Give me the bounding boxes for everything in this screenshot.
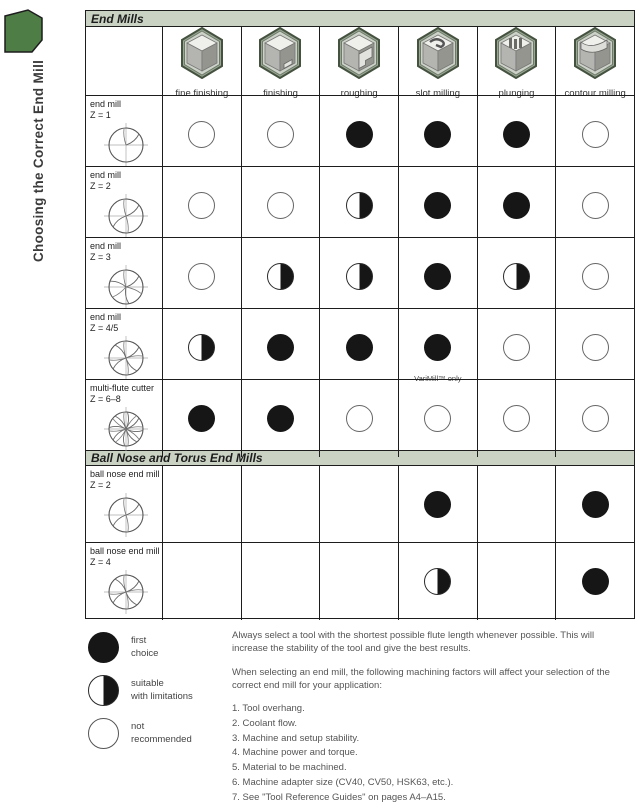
legend-label-line: choice [131,648,158,660]
rating-limited-symbol [346,263,373,290]
rating-not-symbol [503,405,530,432]
rating-not-symbol [582,263,609,290]
table-row [86,542,634,618]
legend-label-line: not [131,721,192,733]
flute-count: Z = 3 [90,252,111,263]
table-row [86,237,634,308]
legend-label-line: with limitations [131,691,193,703]
legend [88,632,228,761]
rating-cell-fine-finishing [162,308,241,386]
rating-cell-contour-milling [555,308,634,386]
legend-item-limited [88,675,228,706]
rating-cell-finishing [241,466,320,543]
column-header-slot-milling [398,27,477,104]
rating-cell-slot-milling [398,542,477,620]
legend-label [131,635,158,660]
legend-limited-symbol [88,675,119,706]
rating-cell-plunging [477,308,556,386]
corner-cell [86,27,162,104]
rating-cell-fine-finishing [162,95,241,173]
rating-cell-slot-milling [398,166,477,244]
section-header-1: End Mills [86,11,634,27]
rating-limited-symbol [503,263,530,290]
tool-name: ball nose end mill [90,546,160,557]
rating-not-symbol [267,192,294,219]
flute-count: Z = 2 [90,480,111,491]
rating-not-symbol [188,192,215,219]
rating-cell-finishing [241,379,320,457]
fine-finishing-icon [179,27,225,84]
rating-first-symbol [582,491,609,518]
rating-cell-slot-milling [398,308,477,386]
page-title: Choosing the Correct End Mill [31,52,53,262]
row-label-cell [86,542,162,620]
row-label-cell [86,466,162,543]
row-label-cell [86,237,162,315]
machining-factor-item: 5. Material to be machined. [232,761,630,776]
roughing-icon [336,27,382,84]
column-label: fine finishing [175,88,228,99]
rating-cell-roughing [319,466,398,543]
legend-not-symbol [88,718,119,749]
tool-name: end mill [90,99,121,110]
rating-cell-roughing [319,379,398,457]
rating-limited-symbol [267,263,294,290]
rating-cell-finishing [241,237,320,315]
rating-cell-roughing [319,166,398,244]
tool-cross-section-drawing [103,193,149,244]
rating-not-symbol [582,192,609,219]
tool-cross-section-drawing [103,492,149,543]
tool-cross-section-drawing [103,122,149,173]
rating-cell-plunging [477,466,556,543]
legend-item-first [88,632,228,663]
rating-not-symbol [582,121,609,148]
rating-not-symbol [503,334,530,361]
rating-first-symbol [346,334,373,361]
column-header-row [86,27,634,95]
flute-count: Z = 6–8 [90,394,121,405]
column-label: plunging [499,88,535,99]
machining-factor-item: 1. Tool overhang. [232,702,630,717]
rating-cell-slot-milling [398,237,477,315]
rating-first-symbol [346,121,373,148]
machining-factor-item: 7. See "Tool Reference Guides" on pages A4–A15. [232,791,630,805]
rating-cell-contour-milling [555,466,634,543]
flute-count: Z = 4/5 [90,323,118,334]
rating-cell-roughing [319,308,398,386]
contour-milling-icon [572,27,618,84]
rating-cell-finishing [241,95,320,173]
rating-first-symbol [424,491,451,518]
tool-name: end mill [90,312,121,323]
rating-cell-slot-milling [398,379,477,457]
legend-label-line: first [131,635,158,647]
cell-note: VariMill™ only [399,374,477,383]
flute-count: Z = 1 [90,110,111,121]
row-label-cell [86,95,162,173]
tool-cross-section-drawing [103,569,149,620]
finishing-icon [257,27,303,84]
rating-cell-roughing [319,95,398,173]
flute-count: Z = 2 [90,181,111,192]
rating-cell-slot-milling [398,466,477,543]
rating-cell-contour-milling [555,542,634,620]
rating-first-symbol [503,192,530,219]
rating-first-symbol [424,263,451,290]
tool-name: multi-flute cutter [90,383,154,394]
tool-name: end mill [90,241,121,252]
tool-name: ball nose end mill [90,469,160,480]
rating-cell-fine-finishing [162,237,241,315]
rating-cell-fine-finishing [162,466,241,543]
rating-cell-roughing [319,542,398,620]
column-label: contour milling [565,88,626,99]
row-label-cell [86,308,162,386]
column-header-finishing [241,27,320,104]
tool-cross-section-drawing [103,406,149,457]
rating-cell-fine-finishing [162,379,241,457]
legend-label-line: recommended [131,734,192,746]
legend-item-not [88,718,228,749]
column-header-plunging [477,27,556,104]
rating-cell-slot-milling [398,95,477,173]
rating-cell-plunging [477,166,556,244]
machining-factor-item: 2. Coolant flow. [232,717,630,732]
rating-cell-finishing [241,542,320,620]
legend-label [131,678,193,703]
column-label: slot milling [416,88,460,99]
machining-factor-item: 4. Machine power and torque. [232,746,630,761]
table-row [86,466,634,542]
machining-factor-item: 6. Machine adapter size (CV40, CV50, HSK63, etc.). [232,776,630,791]
table-row [86,95,634,166]
flute-count: Z = 4 [90,557,111,568]
machining-factor-item: 3. Machine and setup stability. [232,732,630,747]
tool-cross-section-drawing [103,264,149,315]
rating-cell-fine-finishing [162,542,241,620]
rating-cell-contour-milling [555,237,634,315]
rating-cell-finishing [241,308,320,386]
rating-cell-plunging [477,542,556,620]
plunging-icon [493,27,539,84]
rating-not-symbol [582,334,609,361]
note-paragraph: When selecting an end mill, the following machining factors will affect your selection of the correct end mill for your application: [232,666,630,693]
column-label: roughing [341,88,378,99]
table-row [86,379,634,450]
rating-first-symbol [267,334,294,361]
rating-not-symbol [188,263,215,290]
rating-cell-roughing [319,237,398,315]
rating-first-symbol [503,121,530,148]
note-paragraph: Always select a tool with the shortest possible flute length whenever possible. This will increase the stability of the tool and give the best results. [232,629,630,656]
rating-limited-symbol [346,192,373,219]
rating-first-symbol [424,192,451,219]
tool-cross-section-drawing [103,335,149,386]
rating-cell-contour-milling [555,95,634,173]
table-row [86,308,634,379]
rating-not-symbol [267,121,294,148]
section-tab-marker [4,8,44,54]
rating-first-symbol [424,334,451,361]
machining-factors-list [232,702,630,805]
rating-cell-fine-finishing [162,166,241,244]
legend-label-line: suitable [131,678,193,690]
section-header-2: Ball Nose and Torus End Mills [86,450,634,466]
rating-cell-contour-milling [555,379,634,457]
end-mill-selection-table [85,10,635,619]
column-header-roughing [319,27,398,104]
rating-not-symbol [346,405,373,432]
row-label-cell [86,166,162,244]
row-label-cell [86,379,162,457]
rating-cell-contour-milling [555,166,634,244]
rating-not-symbol [582,405,609,432]
rating-first-symbol [267,405,294,432]
rating-first-symbol [424,121,451,148]
tool-name: end mill [90,170,121,181]
rating-cell-plunging [477,237,556,315]
rating-first-symbol [188,405,215,432]
legend-label [131,721,192,746]
rating-first-symbol [582,568,609,595]
rating-not-symbol [188,121,215,148]
legend-first-symbol [88,632,119,663]
rating-cell-finishing [241,166,320,244]
rating-limited-symbol [424,568,451,595]
rating-not-symbol [424,405,451,432]
table-row [86,166,634,237]
rating-limited-symbol [188,334,215,361]
slot-milling-icon [415,27,461,84]
rating-cell-plunging [477,379,556,457]
notes-block [232,629,630,805]
column-header-contour-milling [555,27,634,104]
column-label: finishing [263,88,298,99]
rating-cell-plunging [477,95,556,173]
column-header-fine-finishing [162,27,241,104]
